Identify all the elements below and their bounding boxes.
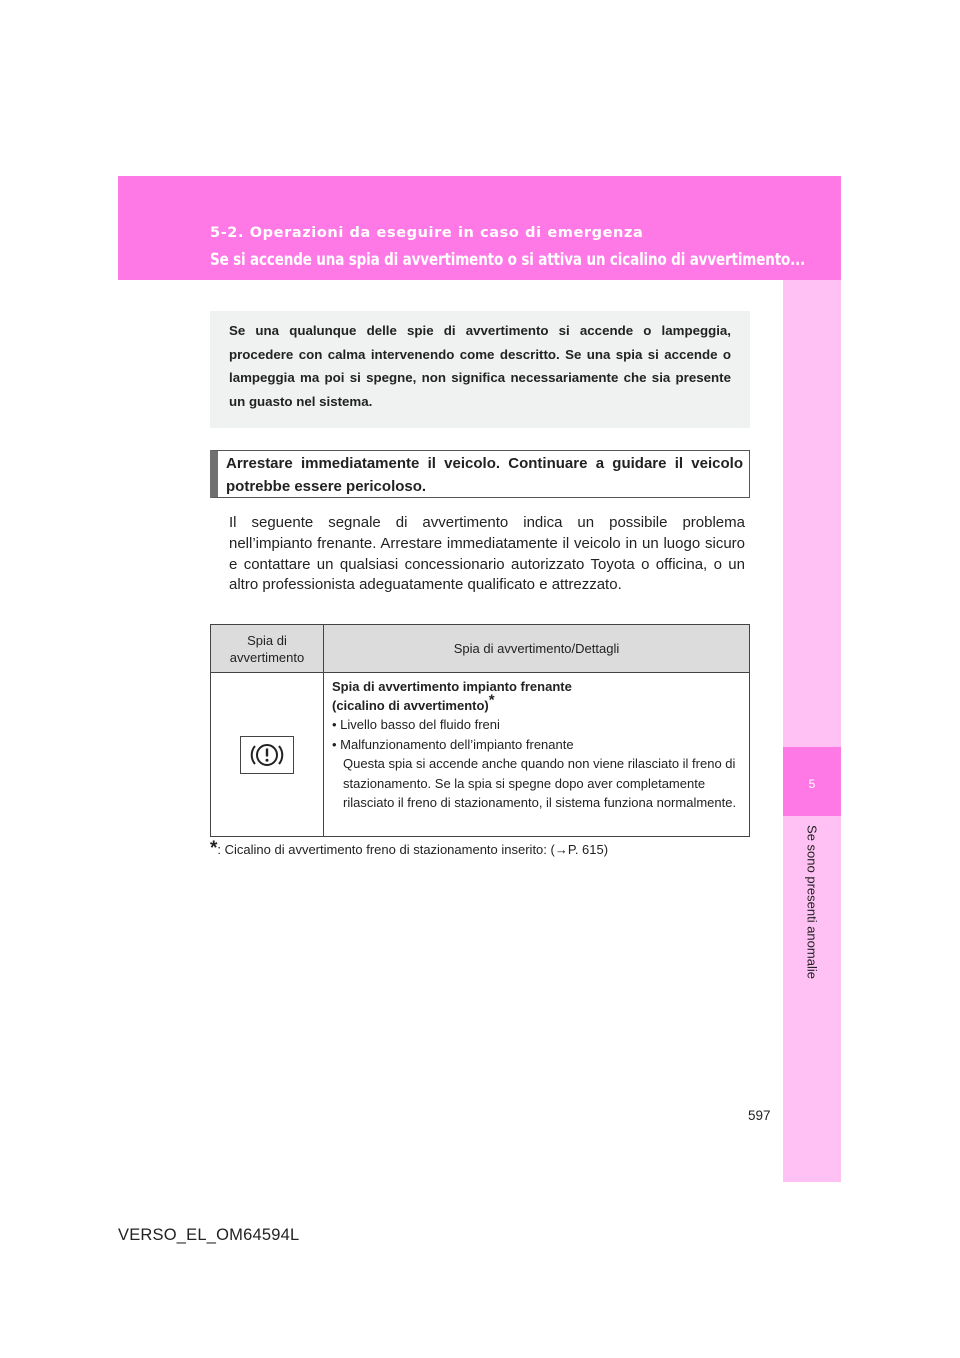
table-row: [211, 673, 750, 837]
page-title: Se si accende una spia di avvertimento o si attiva un cicalino di avvertimento...: [210, 250, 806, 269]
footnote: [210, 838, 609, 859]
detail-bullet-2: • Malfunzionamento dell’impianto frenante: [332, 736, 574, 752]
footnote-mark: *: [210, 838, 218, 859]
table-cell-icon: [211, 673, 324, 837]
detail-description: Questa spia si accende anche quando non viene rilasciato il freno di stazionamento. Se la spia si spegne dopo aver completamente rilasciato il freno di stazionamento, il sistema funziona normalmente.: [343, 756, 737, 810]
brake-warning-icon: [240, 736, 294, 774]
detail-title-line2: [332, 691, 741, 716]
chapter-title: Se sono presenti anomalie: [804, 825, 820, 979]
document-code: VERSO_EL_OM64594L: [118, 1226, 300, 1244]
warning-light-table: [210, 624, 750, 837]
section-label: 5-2. Operazioni da eseguire in caso di emergenza: [210, 225, 644, 241]
detail-title-line2-text: (cicalino di avvertimento): [332, 697, 489, 713]
intro-text: Se una qualunque delle spie di avvertimento si accende o lampeggia, procedere con calma intervenendo come descritto. Se una spia si accende o lampeggia ma poi si spegne, non significa necessariamente che sia presente un guasto nel sistema.: [229, 323, 731, 409]
detail-title-line1: Spia di avvertimento impianto frenante: [332, 679, 572, 694]
table-header-light: Spia di avvertimento: [211, 625, 324, 673]
warning-text: Arrestare immediatamente il veicolo. Continuare a guidare il veicolo potrebbe essere pericoloso.: [226, 455, 743, 495]
page-number: 597: [748, 1108, 771, 1123]
intro-box: [210, 311, 750, 428]
chapter-side-strip: [783, 280, 841, 1182]
footnote-text: : Cicalino di avvertimento freno di stazionamento inserito: (→P. 615): [217, 842, 609, 857]
body-paragraph: Il seguente segnale di avvertimento indica un possibile problema nell’impianto frenante. Arrestare immediatamente il veicolo in un luogo sicuro e contattare un qualsiasi concessionario autorizzato Toyota o officina, o un altro professionista adeguatamente qualificato e attrezzato.: [229, 514, 745, 594]
detail-bullet-1: • Livello basso del fluido freni: [332, 717, 500, 732]
table-header-details: Spia di avvertimento/Dettagli: [324, 625, 750, 673]
chapter-number: 5: [808, 777, 816, 791]
footnote-star: *: [488, 691, 495, 709]
warning-box: [210, 450, 750, 498]
table-header-row: [211, 625, 750, 673]
table-cell-details: [324, 673, 750, 837]
